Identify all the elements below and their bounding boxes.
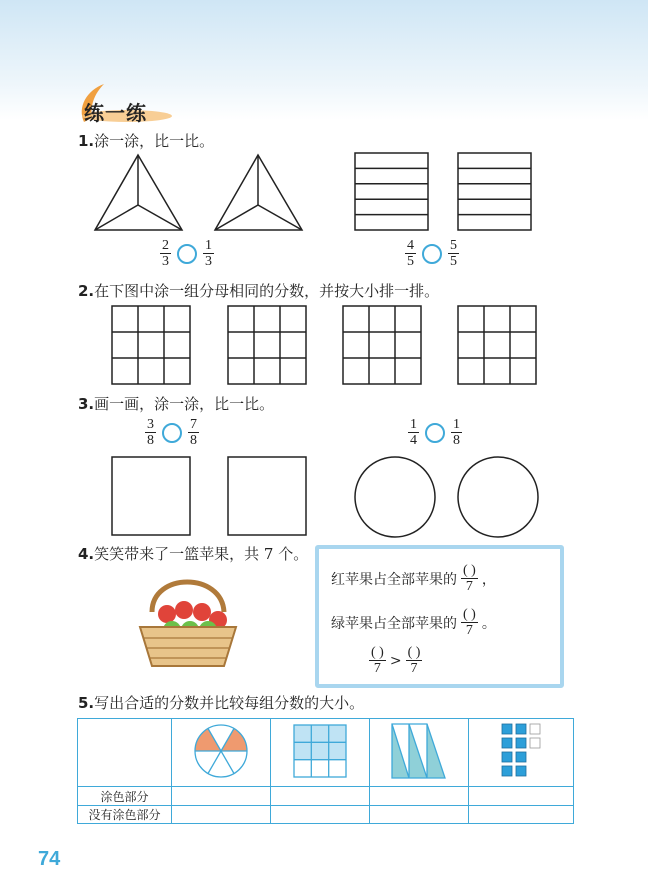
grid-3x3 <box>343 306 421 384</box>
blank-fraction[interactable]: $\frac{( )}{7}$ <box>407 645 421 676</box>
page-number: 74 <box>38 848 61 870</box>
apple-basket-illustration <box>132 572 244 672</box>
blank-square <box>112 457 190 535</box>
trapezoid-figure <box>389 722 449 780</box>
fraction: $\frac{1}{8}$ <box>453 417 460 448</box>
question-number: 1. <box>78 132 95 150</box>
grid-3x3 <box>112 306 190 384</box>
cubes-figure <box>500 722 542 780</box>
q5-table <box>77 718 574 824</box>
answer-cell[interactable] <box>172 787 271 806</box>
row-label: 涂色部分 <box>78 787 172 806</box>
q1-compare-a <box>160 238 214 269</box>
compare-circle[interactable] <box>162 423 182 443</box>
pie-sixths-figure <box>191 721 251 781</box>
striped-rectangle <box>355 153 428 230</box>
table-row <box>78 806 574 824</box>
fraction: $\frac{1}{4}$ <box>410 417 417 448</box>
comparison-line: $\frac{( )}{7}$ > $\frac{( )}{7}$ <box>371 645 421 676</box>
question-text: 涂一涂，比一比。 <box>94 132 215 150</box>
blank-square <box>228 457 306 535</box>
fraction: $\frac{1}{3}$ <box>205 238 212 269</box>
cell-cubes <box>469 719 574 787</box>
compare-circle[interactable] <box>177 244 197 264</box>
compare-circle[interactable] <box>425 423 445 443</box>
triangle-figure <box>95 155 182 230</box>
blank-fraction[interactable]: $\frac{( )}{7}$ <box>463 607 476 638</box>
answer-cell[interactable] <box>271 787 370 806</box>
cell-trapezoid <box>370 719 469 787</box>
blank-fraction[interactable]: $\frac{( )}{7}$ <box>371 645 384 676</box>
answer-cell[interactable] <box>469 787 574 806</box>
answer-cell[interactable] <box>370 806 469 824</box>
question-1 <box>78 130 214 151</box>
section-title: 练一练 <box>84 101 147 125</box>
q4-answer-box <box>315 545 564 688</box>
q2-grids <box>110 305 540 387</box>
table-row <box>78 787 574 806</box>
question-2: 2.在下图中涂一组分母相同的分数，并按大小排一排。 <box>78 282 440 300</box>
blank-fraction[interactable]: $\frac{( )}{7}$ <box>463 563 476 594</box>
q1-compare-b <box>405 238 459 269</box>
blank-circle <box>355 457 435 537</box>
answer-cell[interactable] <box>469 806 574 824</box>
fraction: $\frac{2}{3}$ <box>162 238 169 269</box>
green-apple-line: 绿苹果占全部苹果的 $\frac{( )}{7}$ 。 <box>331 607 496 638</box>
grid-figure <box>293 724 347 778</box>
triangle-figure <box>215 155 302 230</box>
blank-circle <box>458 457 538 537</box>
fraction: $\frac{7}{8}$ <box>190 417 197 448</box>
q3-compare-a <box>145 417 199 448</box>
red-apple-line: 红苹果占全部苹果的 $\frac{( )}{7}$ ， <box>331 563 496 594</box>
q3-shapes <box>110 455 550 540</box>
fraction: $\frac{3}{8}$ <box>147 417 154 448</box>
question-4: 4.笑笑带来了一篮苹果，共 7 个。 <box>78 545 309 563</box>
cell-grid <box>271 719 370 787</box>
answer-cell[interactable] <box>370 787 469 806</box>
question-5: 5.写出合适的分数并比较每组分数的大小。 <box>78 694 365 712</box>
compare-circle[interactable] <box>422 244 442 264</box>
grid-3x3 <box>458 306 536 384</box>
fraction: $\frac{5}{5}$ <box>450 238 457 269</box>
fraction: $\frac{4}{5}$ <box>407 238 414 269</box>
answer-cell[interactable] <box>172 806 271 824</box>
cell-pie <box>172 719 271 787</box>
grid-3x3 <box>228 306 306 384</box>
question-3: 3.画一画，涂一涂，比一比。 <box>78 395 275 413</box>
striped-rectangle <box>458 153 531 230</box>
answer-cell[interactable] <box>271 806 370 824</box>
q3-compare-b <box>408 417 462 448</box>
q1-figures <box>90 150 540 235</box>
row-label: 没有涂色部分 <box>78 806 172 824</box>
